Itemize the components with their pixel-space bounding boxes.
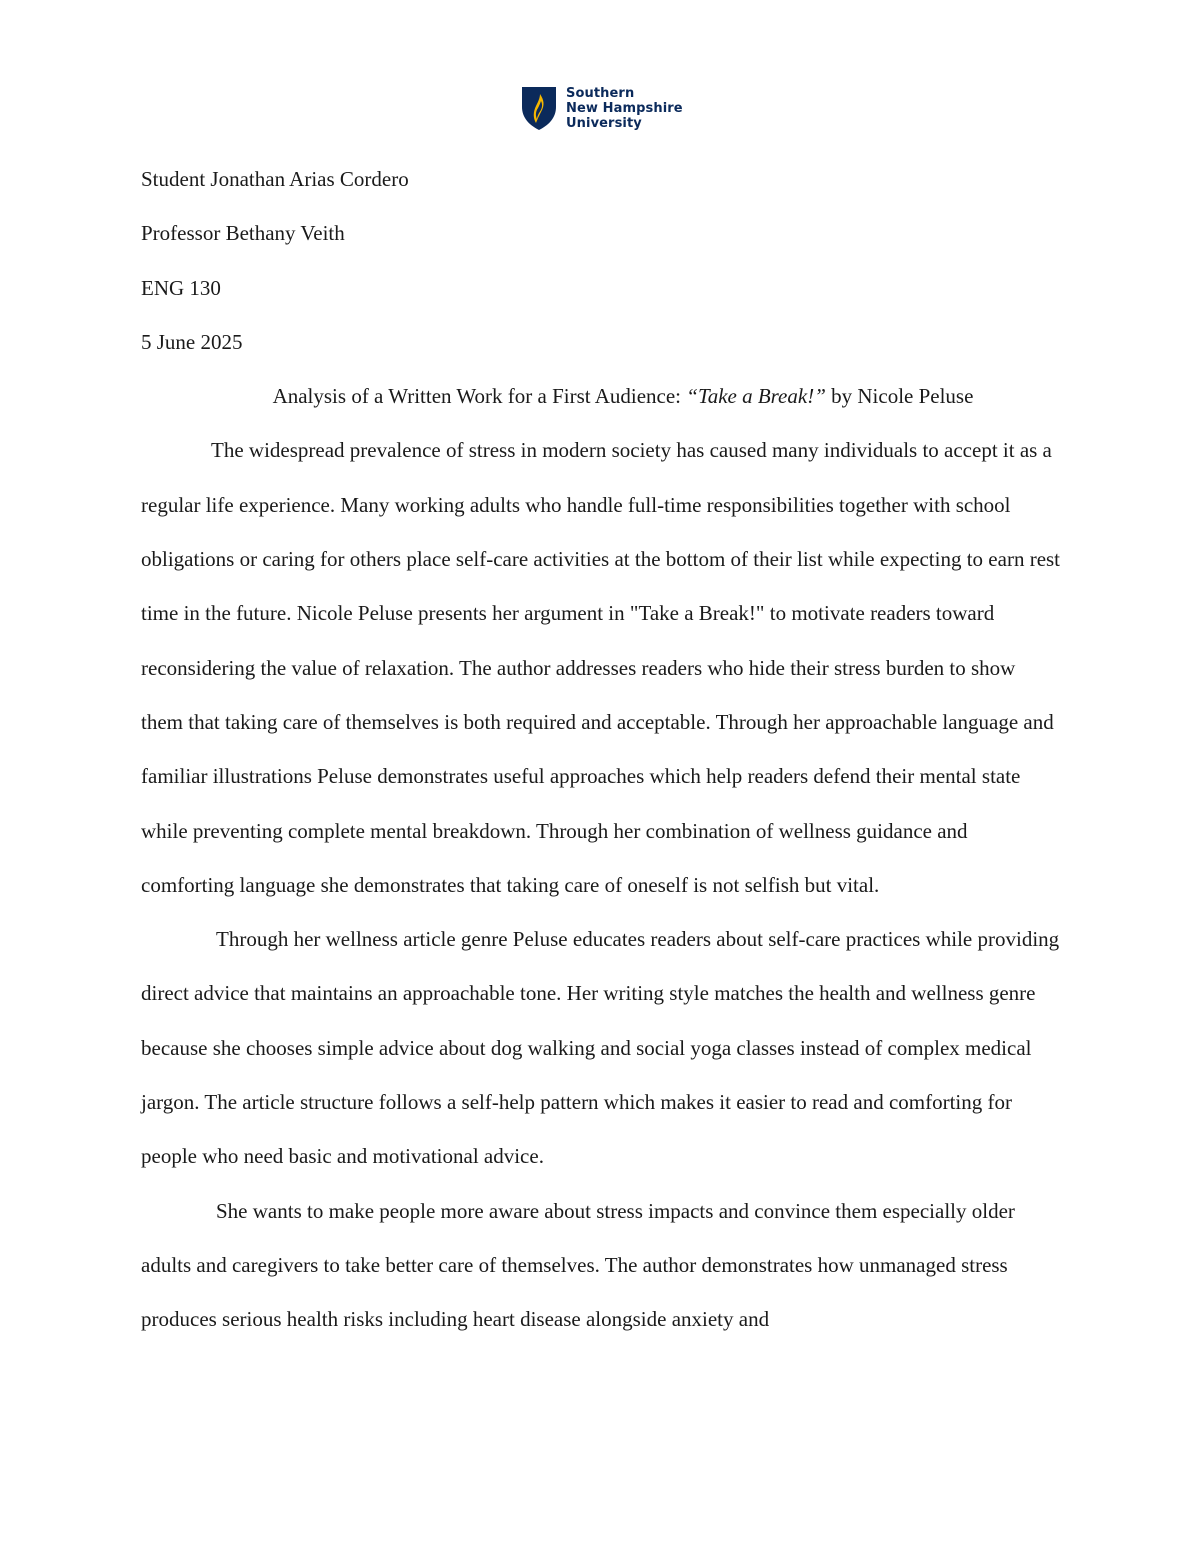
student-name: Student Jonathan Arias Cordero: [141, 167, 409, 191]
title-suffix: by Nicole Peluse: [825, 384, 974, 409]
paragraph-1: The widespread prevalence of stress in modern society has caused many individuals to accept it as a regular life experience. Many working adults who handle full-time responsibilities together with school obligations or caring for others place self-care activities at the bottom of their list while expecting to earn rest time in the future. Nicole Peluse presents her argument in "Take a Break!" to motivate readers toward reconsidering the value of relaxation. The author addresses readers who hide their stress burden to show them that taking care of themselves is both required and acceptable. Through her approachable language and familiar illustrations Peluse demonstrates useful approaches which help readers defend their mental state while preventing complete mental breakdown. Through her combination of wellness guidance and comforting language she demonstrates that taking care of oneself is not selfish but vital.: [141, 438, 1061, 897]
document-date: 5 June 2025: [141, 329, 243, 354]
wordmark-line-1: Southern: [566, 85, 635, 101]
shield-flame-icon: [520, 85, 558, 131]
paragraph-2: Through her wellness article genre Peluse educates readers about self-care practices while providing direct advice that maintains an approachable tone. Her writing style matches the health and wellness genre because she chooses simple advice about dog walking and social yoga classes instead of complex medical jargon. The article structure follows a self-help pattern which makes it easier to read and comforting for people who need basic and motivational advice.: [141, 927, 1060, 1169]
document-title: [141, 369, 1061, 423]
course-code: ENG 130: [141, 275, 221, 300]
paragraph-3: She wants to make people more aware about stress impacts and convince them especially older adults and caregivers to take better care of themselves. The author demonstrates how unmanaged stress produces serious health risks including heart disease alongside anxiety and: [141, 1198, 1015, 1332]
professor-name: Professor Bethany Veith: [141, 221, 345, 246]
wordmark-line-2: New Hampshire: [566, 100, 683, 116]
title-work: “Take a Break!”: [686, 384, 826, 409]
university-logo: [520, 84, 683, 132]
title-prefix: Analysis of a Written Work for a First Audience:: [272, 384, 687, 409]
document-body: [141, 152, 1061, 1347]
university-wordmark: [566, 86, 683, 131]
wordmark-line-3: University: [566, 115, 642, 131]
